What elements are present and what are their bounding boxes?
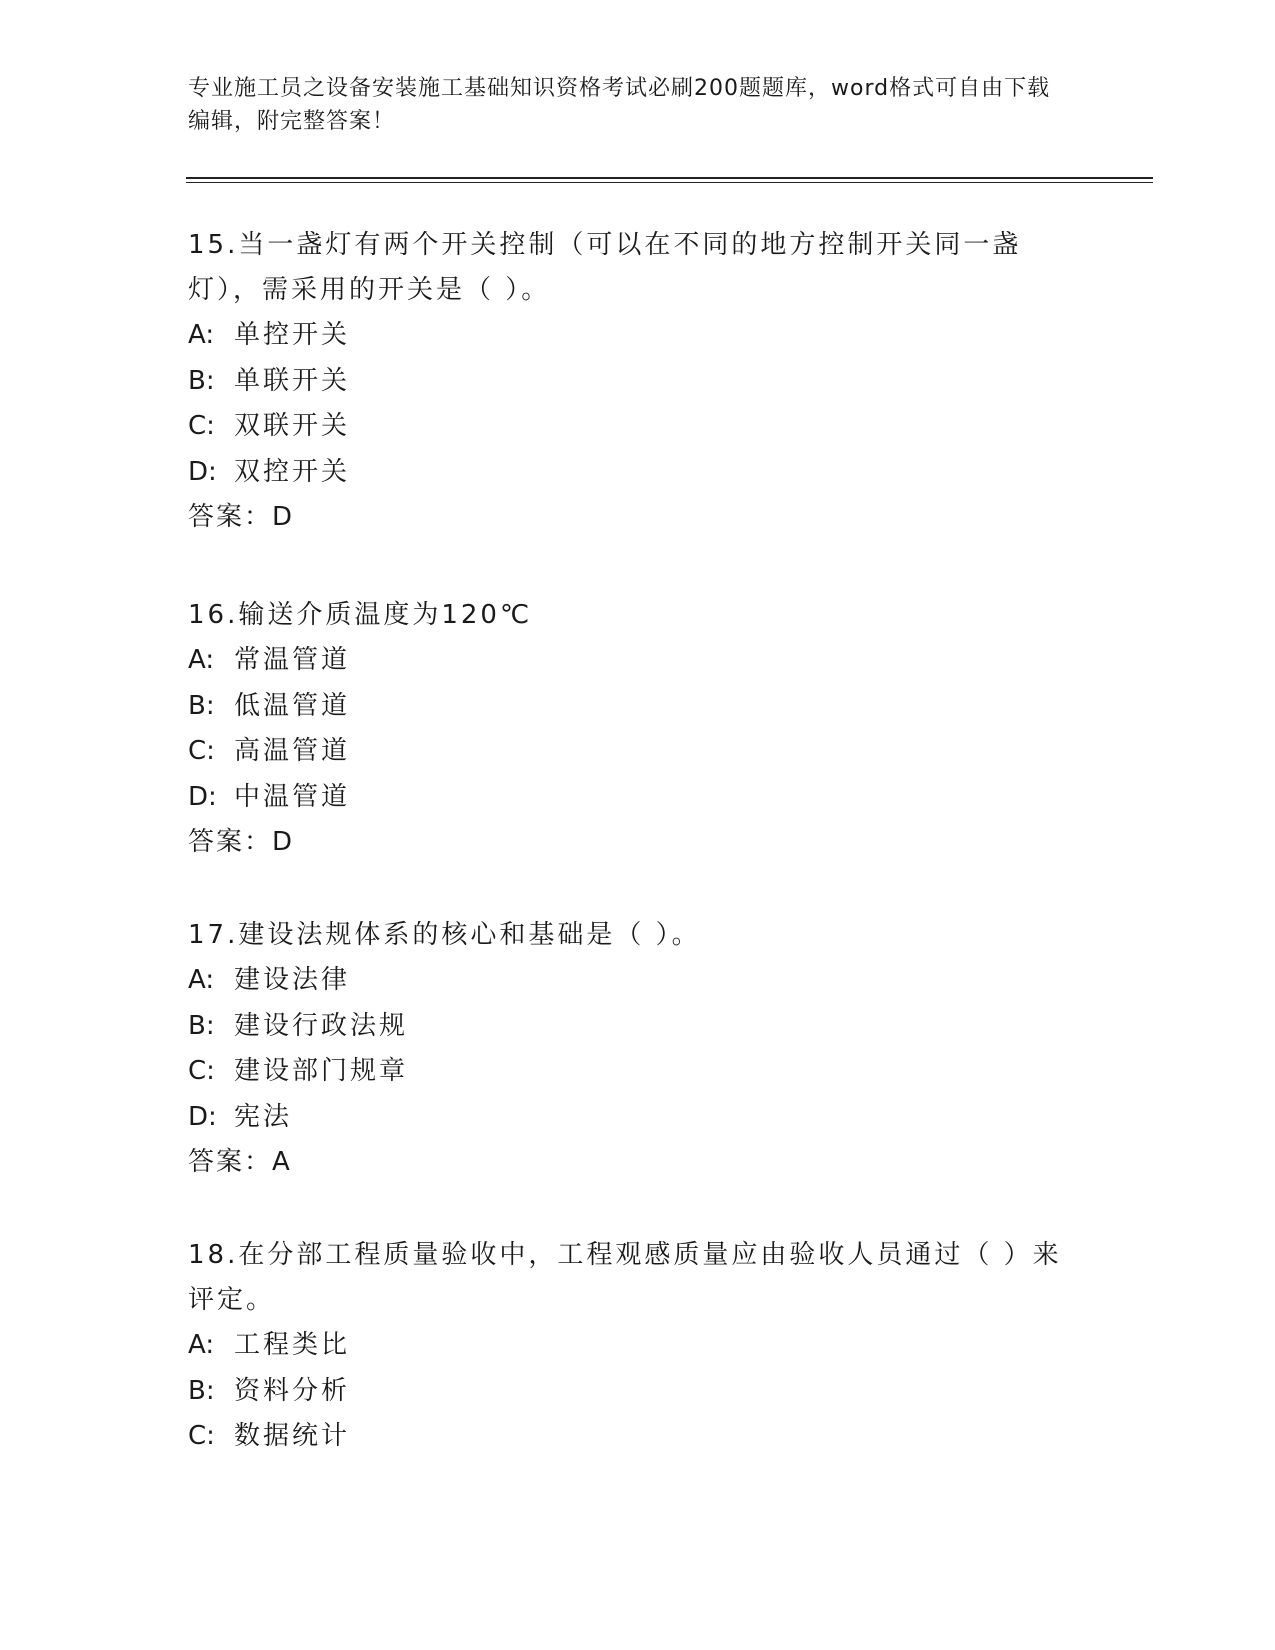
option-text: 工程类比 [234, 1330, 351, 1360]
option-a [188, 313, 1088, 359]
option-letter: D: [188, 1101, 217, 1132]
option-a [188, 638, 1088, 684]
option-a [188, 958, 1088, 1004]
option-text: 建设行政法规 [234, 1010, 409, 1041]
option-b [188, 359, 1088, 405]
option-text: 宪法 [234, 1101, 293, 1132]
question-stem: 16.输送介质温度为120℃ [188, 600, 533, 630]
option-d [188, 450, 1088, 496]
option-letter: A: [188, 965, 215, 995]
option-letter: A: [188, 1330, 215, 1360]
question-15 [188, 223, 1088, 540]
question-stem: 15.当一盏灯有两个开关控制（可以在不同的地方控制开关同一盏灯），需采用的开关是（ ）。 [188, 230, 1022, 305]
option-text: 单控开关 [234, 320, 351, 350]
option-text: 低温管道 [234, 690, 351, 721]
option-a [188, 1323, 1088, 1369]
option-b [188, 1369, 1088, 1415]
option-text: 资料分析 [234, 1375, 351, 1406]
answer-line: 答案：D [188, 502, 295, 532]
option-c [188, 404, 1088, 450]
option-letter: D: [188, 456, 217, 487]
option-c [188, 729, 1088, 775]
option-text: 常温管道 [234, 645, 351, 675]
option-letter: B: [188, 1375, 215, 1406]
question-stem: 18.在分部工程质量验收中，工程观感质量应由验收人员通过（ ）来评定。 [188, 1240, 1062, 1315]
answer-line: 答案：D [188, 827, 295, 857]
option-letter: A: [188, 320, 215, 350]
option-c [188, 1414, 1088, 1460]
option-d [188, 1095, 1088, 1141]
question-17 [188, 913, 1088, 1185]
option-text: 双联开关 [234, 411, 351, 441]
question-16 [188, 593, 1088, 865]
option-text: 数据统计 [234, 1421, 351, 1451]
option-text: 建设部门规章 [234, 1056, 409, 1086]
option-b [188, 1004, 1088, 1050]
option-text: 双控开关 [234, 456, 351, 487]
option-letter: C: [188, 1056, 215, 1086]
option-letter: C: [188, 736, 215, 766]
option-letter: C: [188, 411, 215, 441]
option-letter: C: [188, 1421, 215, 1451]
option-b [188, 684, 1088, 730]
option-text: 高温管道 [234, 736, 351, 766]
option-letter: B: [188, 365, 215, 396]
option-text: 中温管道 [234, 781, 351, 812]
document-title: 专业施工员之设备安装施工基础知识资格考试必刷200题题库，word格式可自由下载编辑，附完整答案！ [188, 76, 1051, 134]
answer-line: 答案：A [188, 1147, 292, 1177]
question-18 [188, 1233, 1088, 1460]
option-text: 建设法律 [234, 965, 351, 995]
option-letter: D: [188, 781, 217, 812]
option-letter: A: [188, 645, 215, 675]
header-divider [186, 177, 1153, 183]
option-d [188, 775, 1088, 821]
option-c [188, 1049, 1088, 1095]
option-letter: B: [188, 690, 215, 721]
question-stem: 17.建设法规体系的核心和基础是（ ）。 [188, 920, 701, 950]
option-text: 单联开关 [234, 365, 351, 396]
option-letter: B: [188, 1010, 215, 1041]
